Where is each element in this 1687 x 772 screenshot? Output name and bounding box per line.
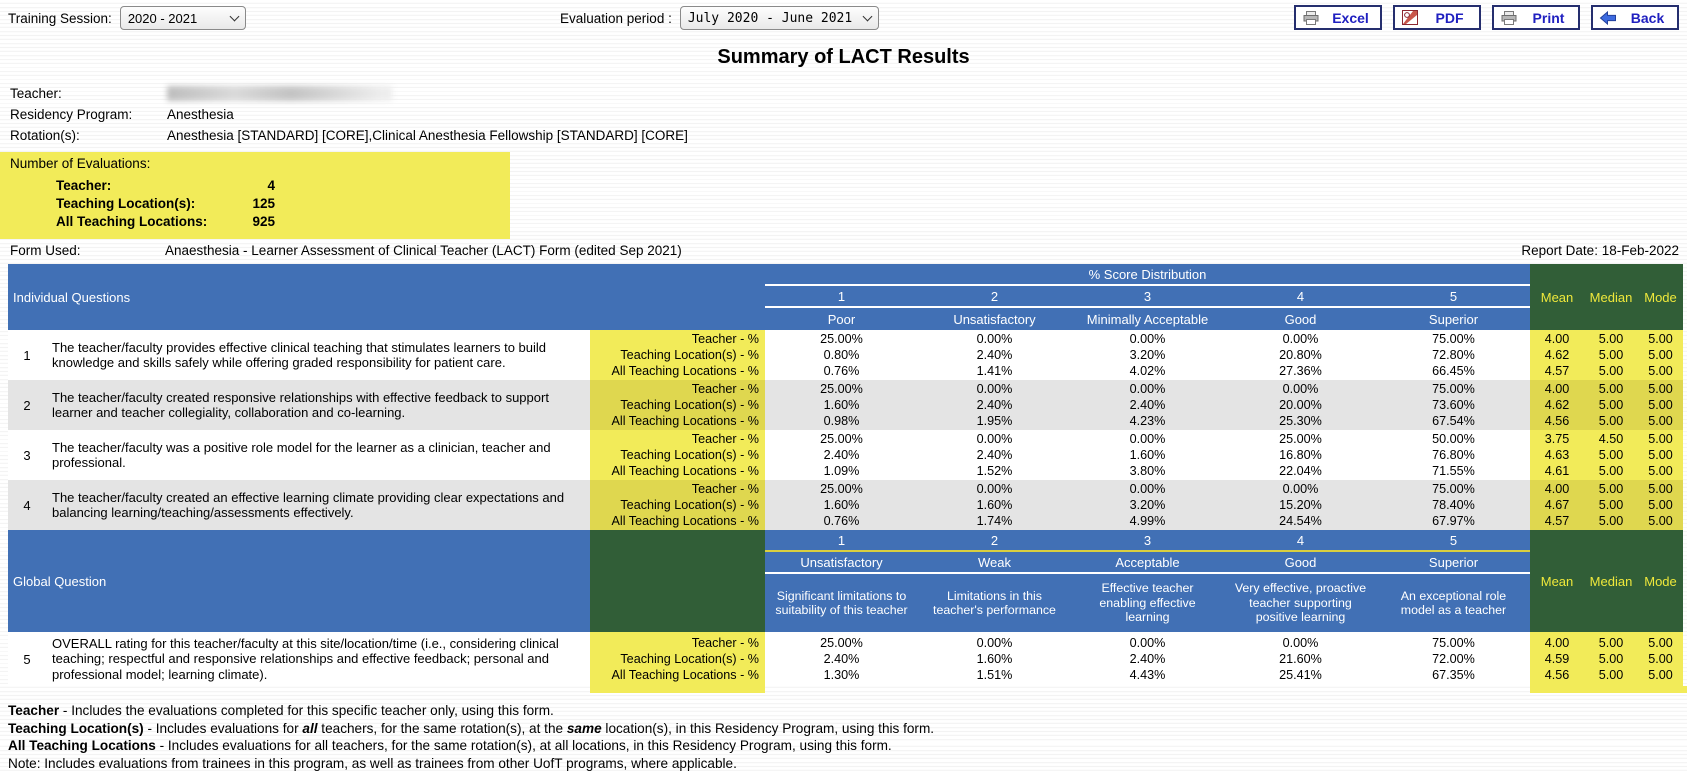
stat-column-header: Median (1584, 574, 1638, 589)
row-label-cell (590, 430, 765, 480)
global-score-description: Significant limitations to suitability of this teacher (765, 574, 918, 632)
value-line: 3.75 (1530, 431, 1584, 447)
distribution-cell (1224, 430, 1377, 480)
form-used-label: Form Used: (10, 243, 165, 258)
value-line: 1.60% (765, 497, 918, 513)
value-line: 5.00 (1584, 667, 1638, 683)
footnote-note: Note: Includes evaluations from trainees in this program, as well as trainees from other UofT programs, where applicable. (8, 755, 1687, 772)
value-line: 0.00% (918, 331, 1071, 347)
score-number-header: 4 (1224, 286, 1377, 308)
evaluation-period-label: Evaluation period : (560, 11, 672, 26)
value-line: 4.00 (1530, 635, 1584, 651)
score-label-header: Good (1224, 308, 1377, 330)
value-line: 0.76% (765, 363, 918, 379)
distribution-cell (918, 330, 1071, 380)
distribution-cell (1377, 430, 1530, 480)
value-line: 1.51% (918, 667, 1071, 683)
value-line: 0.00% (1071, 481, 1224, 497)
report-date: Report Date: 18-Feb-2022 (1521, 243, 1679, 258)
global-score-number-header: 5 (1377, 530, 1530, 552)
residency-program-row (0, 104, 1687, 125)
distribution-cell (765, 380, 918, 430)
teacher-name-redacted (167, 86, 392, 101)
value-line: 16.80% (1224, 447, 1377, 463)
value-line: 0.00% (1071, 381, 1224, 397)
median-cell (1584, 430, 1638, 480)
row-label-cell (590, 632, 765, 686)
score-number-header: 2 (918, 286, 1071, 308)
training-session-value: 2020 - 2021 (128, 11, 197, 26)
value-line: 67.35% (1377, 667, 1530, 683)
rotations-row (0, 125, 1687, 146)
chevron-down-icon (229, 11, 239, 21)
distribution-cell (1377, 480, 1530, 530)
score-label-header: Superior (1377, 308, 1530, 330)
distribution-cell (1224, 632, 1377, 686)
evaluations-heading: Number of Evaluations: (10, 156, 510, 171)
distribution-cell (765, 330, 918, 380)
mean-cell (1530, 380, 1584, 430)
distribution-cell (1224, 380, 1377, 430)
evaluations-teaching-locations-row (10, 195, 510, 213)
pdf-button[interactable] (1393, 5, 1481, 30)
global-score-label-header: Good (1224, 552, 1377, 574)
global-score-description: Limitations in this teacher's performance (918, 574, 1071, 632)
value-line: 76.80% (1377, 447, 1530, 463)
value-line: All Teaching Locations - % (590, 413, 765, 429)
score-number-header: 3 (1071, 286, 1224, 308)
value-line: 4.61 (1530, 463, 1584, 479)
printer-icon (1498, 11, 1520, 25)
score-label-header: Unsatisfactory (918, 308, 1071, 330)
residency-program-value: Anesthesia (167, 107, 234, 122)
global-score-description: Very effective, proactive teacher supporting positive learning (1224, 574, 1377, 632)
value-line: 1.60% (1071, 447, 1224, 463)
value-line: Teacher - % (590, 381, 765, 397)
toolbar-buttons (1294, 5, 1679, 30)
value-line: 75.00% (1377, 635, 1530, 651)
evaluations-teaching-locations-count: 125 (241, 195, 275, 213)
score-distribution-header: % Score Distribution (765, 264, 1530, 286)
mode-cell (1638, 380, 1683, 430)
value-line: 4.23% (1071, 413, 1224, 429)
value-line: 0.00% (918, 635, 1071, 651)
global-score-number-header: 4 (1224, 530, 1377, 552)
distribution-cell (918, 480, 1071, 530)
footnote-all-teaching-locations: All Teaching Locations - Includes evaluations for all teachers, for the same rotation(s), at all locations, in this Residency Program, using this form. (8, 737, 1687, 755)
distribution-cell (1071, 330, 1224, 380)
value-line: 5.00 (1638, 363, 1683, 379)
print-button-label: Print (1523, 10, 1574, 26)
value-line: 2.40% (765, 651, 918, 667)
mean-cell (1530, 632, 1584, 686)
distribution-cell (765, 632, 918, 686)
value-line: 25.30% (1224, 413, 1377, 429)
global-score-label-header: Superior (1377, 552, 1530, 574)
rotations-label: Rotation(s): (10, 128, 167, 143)
value-line: 5.00 (1638, 431, 1683, 447)
value-line: 2.40% (1071, 397, 1224, 413)
teacher-row (0, 83, 1687, 104)
distribution-cell (1377, 330, 1530, 380)
value-line: 1.60% (918, 497, 1071, 513)
question-text: The teacher/faculty provides effective clinical teaching that stimulates learners to build knowledge and skills safely while offering graded responsibility for patient care. (46, 330, 590, 380)
value-line: 25.41% (1224, 667, 1377, 683)
back-arrow-icon (1597, 11, 1619, 25)
distribution-cell (918, 380, 1071, 430)
value-line: 5.00 (1638, 381, 1683, 397)
back-button[interactable] (1591, 5, 1679, 30)
mean-cell (1530, 330, 1584, 380)
mean-cell (1530, 430, 1584, 480)
value-line: Teacher - % (590, 331, 765, 347)
value-line: 72.80% (1377, 347, 1530, 363)
value-line: 2.40% (918, 447, 1071, 463)
value-line: 1.09% (765, 463, 918, 479)
value-line: 21.60% (1224, 651, 1377, 667)
value-line: 75.00% (1377, 331, 1530, 347)
mode-cell (1638, 430, 1683, 480)
distribution-cell (1071, 480, 1224, 530)
value-line: 5.00 (1584, 413, 1638, 429)
value-line: 25.00% (765, 431, 918, 447)
value-line: 4.00 (1530, 381, 1584, 397)
distribution-cell (918, 632, 1071, 686)
value-line: Teaching Location(s) - % (590, 347, 765, 363)
value-line: 0.00% (918, 481, 1071, 497)
value-line: 5.00 (1638, 347, 1683, 363)
value-line: 75.00% (1377, 381, 1530, 397)
value-line: 5.00 (1638, 513, 1683, 529)
value-line: 0.00% (1224, 635, 1377, 651)
value-line: 50.00% (1377, 431, 1530, 447)
footnotes (8, 702, 1687, 772)
value-line: Teaching Location(s) - % (590, 397, 765, 413)
value-line: 0.00% (918, 431, 1071, 447)
distribution-cell (765, 430, 918, 480)
evaluations-teaching-locations-label: Teaching Location(s): (56, 195, 241, 213)
value-line: 0.00% (1071, 635, 1224, 651)
value-line: 0.00% (1224, 481, 1377, 497)
value-line: 5.00 (1584, 513, 1638, 529)
evaluation-period-value: July 2020 - June 2021 (688, 11, 852, 26)
evaluation-period-select[interactable] (680, 6, 879, 30)
question-text: OVERALL rating for this teacher/faculty at this site/location/time (i.e., considering clinical teaching; respectful and responsive relationships and effective feedback; personal and professional model; learning climate). (46, 632, 590, 686)
value-line: 5.00 (1638, 481, 1683, 497)
value-line: 4.57 (1530, 363, 1584, 379)
value-line: 5.00 (1584, 331, 1638, 347)
value-line: 5.00 (1638, 463, 1683, 479)
stats-header (1530, 264, 1683, 330)
mode-cell (1638, 480, 1683, 530)
value-line: 2.40% (918, 347, 1071, 363)
value-line: 5.00 (1584, 447, 1638, 463)
evaluations-teacher-row (10, 177, 510, 195)
value-line: 4.59 (1530, 651, 1584, 667)
stats-header (1530, 530, 1683, 632)
results-table-wrap (8, 264, 1687, 686)
value-line: 25.00% (765, 635, 918, 651)
pdf-icon (1399, 10, 1421, 25)
yellow-strip-labels (590, 686, 765, 693)
evaluations-teacher-label: Teacher: (56, 177, 241, 195)
value-line: 3.80% (1071, 463, 1224, 479)
median-cell (1584, 380, 1638, 430)
evaluations-teacher-count: 4 (241, 177, 275, 195)
global-score-number-header: 2 (918, 530, 1071, 552)
value-line: 25.00% (1224, 431, 1377, 447)
value-line: 73.60% (1377, 397, 1530, 413)
value-line: 1.52% (918, 463, 1071, 479)
value-line: 0.00% (918, 381, 1071, 397)
printer-icon (1300, 11, 1322, 25)
toolbar (0, 0, 1687, 36)
value-line: All Teaching Locations - % (590, 463, 765, 479)
global-score-number-header: 1 (765, 530, 918, 552)
individual-questions-header: Individual Questions (8, 264, 765, 330)
question-number: 5 (8, 632, 46, 686)
training-session-select[interactable] (120, 6, 246, 30)
value-line: 4.99% (1071, 513, 1224, 529)
yellow-strip-stats (1530, 686, 1687, 693)
value-line: 4.56 (1530, 413, 1584, 429)
value-line: 72.00% (1377, 651, 1530, 667)
value-line: 1.30% (765, 667, 918, 683)
value-line: 67.97% (1377, 513, 1530, 529)
value-line: 15.20% (1224, 497, 1377, 513)
distribution-cell (1377, 632, 1530, 686)
value-line: 1.41% (918, 363, 1071, 379)
value-line: 22.04% (1224, 463, 1377, 479)
value-line: 5.00 (1584, 463, 1638, 479)
score-label-header: Minimally Acceptable (1071, 308, 1224, 330)
form-used-row (0, 241, 1687, 264)
value-line: 2.40% (918, 397, 1071, 413)
value-line: 5.00 (1638, 667, 1683, 683)
teacher-label: Teacher: (10, 86, 167, 101)
value-line: 66.45% (1377, 363, 1530, 379)
print-button[interactable] (1492, 5, 1580, 30)
mode-cell (1638, 632, 1683, 686)
value-line: 0.00% (1224, 331, 1377, 347)
value-line: 4.43% (1071, 667, 1224, 683)
value-line: 0.00% (1071, 331, 1224, 347)
value-line: 4.57 (1530, 513, 1584, 529)
value-line: 1.74% (918, 513, 1071, 529)
score-number-header: 1 (765, 286, 918, 308)
value-line: 4.67 (1530, 497, 1584, 513)
stat-column-header: Mean (1530, 574, 1584, 589)
value-line: 4.62 (1530, 397, 1584, 413)
value-line: 5.00 (1638, 331, 1683, 347)
value-line: 2.40% (1071, 651, 1224, 667)
value-line: 3.20% (1071, 497, 1224, 513)
value-line: 3.20% (1071, 347, 1224, 363)
value-line: 5.00 (1638, 413, 1683, 429)
evaluations-all-locations-row (10, 213, 510, 231)
value-line: 78.40% (1377, 497, 1530, 513)
distribution-cell (918, 430, 1071, 480)
value-line: Teacher - % (590, 481, 765, 497)
global-question-header: Global Question (8, 530, 590, 632)
value-line: 1.60% (918, 651, 1071, 667)
question-number: 4 (8, 480, 46, 530)
median-cell (1584, 632, 1638, 686)
value-line: 4.02% (1071, 363, 1224, 379)
value-line: 25.00% (765, 381, 918, 397)
global-score-description: Effective teacher enabling effective learning (1071, 574, 1224, 632)
global-score-label-header: Weak (918, 552, 1071, 574)
distribution-cell (1224, 480, 1377, 530)
results-table (8, 264, 1683, 686)
number-of-evaluations-block (0, 152, 510, 239)
evaluations-all-locations-count: 925 (241, 213, 275, 231)
value-line: 5.00 (1638, 397, 1683, 413)
value-line: 20.00% (1224, 397, 1377, 413)
value-line: 5.00 (1584, 363, 1638, 379)
global-score-number-header: 3 (1071, 530, 1224, 552)
value-line: 5.00 (1638, 497, 1683, 513)
distribution-cell (1071, 380, 1224, 430)
row-label-cell (590, 380, 765, 430)
value-line: All Teaching Locations - % (590, 667, 765, 683)
value-line: 20.80% (1224, 347, 1377, 363)
excel-button-label: Excel (1325, 10, 1376, 26)
value-line: 4.00 (1530, 331, 1584, 347)
question-number: 2 (8, 380, 46, 430)
value-line: 5.00 (1584, 635, 1638, 651)
value-line: 5.00 (1584, 481, 1638, 497)
value-line: 1.95% (918, 413, 1071, 429)
value-line: 5.00 (1584, 651, 1638, 667)
value-line: 24.54% (1224, 513, 1377, 529)
excel-button[interactable] (1294, 5, 1382, 30)
distribution-cell (765, 480, 918, 530)
median-cell (1584, 480, 1638, 530)
value-line: Teaching Location(s) - % (590, 447, 765, 463)
footnote-teacher: Teacher - Includes the evaluations completed for this specific teacher only, using this form. (8, 702, 1687, 720)
value-line: 0.98% (765, 413, 918, 429)
stat-column-header: Mode (1638, 290, 1683, 305)
chevron-down-icon (863, 11, 873, 21)
value-line: All Teaching Locations - % (590, 363, 765, 379)
page-title: Summary of LACT Results (0, 46, 1687, 69)
value-line: Teaching Location(s) - % (590, 651, 765, 667)
value-line: 4.62 (1530, 347, 1584, 363)
value-line: All Teaching Locations - % (590, 513, 765, 529)
value-line: 5.00 (1638, 651, 1683, 667)
value-line: 0.76% (765, 513, 918, 529)
back-button-label: Back (1622, 10, 1673, 26)
value-line: 4.00 (1530, 481, 1584, 497)
value-line: 75.00% (1377, 481, 1530, 497)
value-line: 4.50 (1584, 431, 1638, 447)
distribution-cell (1224, 330, 1377, 380)
question-text: The teacher/faculty was a positive role model for the learner as a clinician, teacher and professional. (46, 430, 590, 480)
value-line: 67.54% (1377, 413, 1530, 429)
value-line: Teacher - % (590, 635, 765, 651)
training-session-label: Training Session: (8, 11, 112, 26)
evaluations-all-locations-label: All Teaching Locations: (56, 213, 241, 231)
distribution-cell (1071, 632, 1224, 686)
question-number: 1 (8, 330, 46, 380)
value-line: 25.00% (765, 481, 918, 497)
value-line: 0.00% (1224, 381, 1377, 397)
stat-column-header: Mean (1530, 290, 1584, 305)
global-score-label-header: Unsatisfactory (765, 552, 918, 574)
value-line: 25.00% (765, 331, 918, 347)
value-line: 5.00 (1638, 447, 1683, 463)
value-line: Teaching Location(s) - % (590, 497, 765, 513)
distribution-cell (1071, 430, 1224, 480)
form-used-value: Anaesthesia - Learner Assessment of Clinical Teacher (LACT) Form (edited Sep 2021) (165, 243, 682, 258)
value-line: 4.63 (1530, 447, 1584, 463)
evaluation-period-group (560, 6, 879, 30)
rotations-value: Anesthesia [STANDARD] [CORE],Clinical Anesthesia Fellowship [STANDARD] [CORE] (167, 128, 688, 143)
distribution-cell (1377, 380, 1530, 430)
green-spacer-cell (590, 530, 765, 632)
value-line: 27.36% (1224, 363, 1377, 379)
stat-column-header: Median (1584, 290, 1638, 305)
value-line: 5.00 (1584, 497, 1638, 513)
value-line: 5.00 (1584, 347, 1638, 363)
value-line: 5.00 (1584, 397, 1638, 413)
value-line: 0.80% (765, 347, 918, 363)
row-label-cell (590, 330, 765, 380)
value-line: 5.00 (1638, 635, 1683, 651)
row-label-cell (590, 480, 765, 530)
value-line: 1.60% (765, 397, 918, 413)
stat-column-header: Mode (1638, 574, 1683, 589)
mean-cell (1530, 480, 1584, 530)
global-score-description: An exceptional role model as a teacher (1377, 574, 1530, 632)
residency-program-label: Residency Program: (10, 107, 167, 122)
question-number: 3 (8, 430, 46, 480)
question-text: The teacher/faculty created an effective learning climate providing clear expectations and balancing learning/teaching/assessments effectively. (46, 480, 590, 530)
value-line: 71.55% (1377, 463, 1530, 479)
value-line: 5.00 (1584, 381, 1638, 397)
global-score-label-header: Acceptable (1071, 552, 1224, 574)
footnote-teaching-locations: Teaching Location(s) - Includes evaluations for all teachers, for the same rotation(s), at the same location(s), in this Residency Program, using this form. (8, 720, 1687, 738)
score-number-header: 5 (1377, 286, 1530, 308)
value-line: Teacher - % (590, 431, 765, 447)
score-label-header: Poor (765, 308, 918, 330)
question-text: The teacher/faculty created responsive relationships with effective feedback to support learner and teacher collegiality, collaboration and co-learning. (46, 380, 590, 430)
mode-cell (1638, 330, 1683, 380)
value-line: 0.00% (1071, 431, 1224, 447)
value-line: 2.40% (765, 447, 918, 463)
pdf-button-label: PDF (1424, 10, 1475, 26)
median-cell (1584, 330, 1638, 380)
value-line: 4.56 (1530, 667, 1584, 683)
